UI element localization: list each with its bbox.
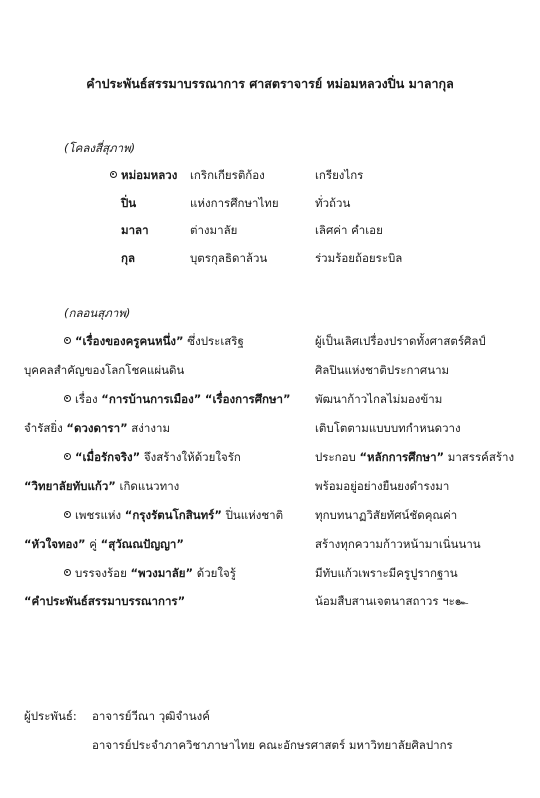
- section-label-klon: (กลอนสุภาพ): [64, 306, 131, 320]
- verse-right: ศิลปินแห่งชาติประกาศนาม: [315, 363, 450, 377]
- verse-left: “เรื่องของครูคนหนึ่ง” ซึ่งประเสริฐ: [64, 333, 244, 349]
- verse-left: บรรจงร้อย “พวงมาลัย” ด้วยใจรู้: [64, 565, 236, 581]
- verse-left: บุคคลสำคัญของโลกโชคแผ่นดิน: [24, 363, 185, 377]
- verse-left: เพชรแห่ง “กรุงรัตนโกสินทร์” ปิ่นแห่งชาติ: [64, 507, 283, 523]
- verse-left: จำรัสยิ่ง “ดวงดารา” สง่างาม: [24, 421, 171, 435]
- stanza-row-key: กุล: [121, 251, 136, 265]
- verse-right: เติบโตตามแบบบทกำหนดวาง: [315, 421, 461, 435]
- verse-left: “เมื่อรักจริง” จึงสร้างให้ด้วยใจรัก: [64, 449, 241, 465]
- verse-right: มีทับแก้วเพราะมีครูปูรากฐาน: [315, 566, 458, 580]
- stanza-marker-icon: [64, 337, 71, 344]
- verse-right: พัฒนาก้าวไกลไม่มองข้าม: [315, 392, 443, 406]
- verse-left: “คำประพันธ์สรรมาบรรณาการ”: [24, 594, 186, 608]
- stanza-marker-icon: [110, 171, 117, 178]
- verse-right: ประกอบ “หลักการศึกษา” มาสรรค์สร้าง: [315, 450, 515, 464]
- author-name: อาจารย์วีณา วุฒิจำนงค์: [92, 709, 210, 723]
- stanza-row-key: ปิ่น: [121, 196, 137, 210]
- verse-right: น้อมสืบสานเจตนาสถาวร ฯะ๛: [315, 594, 469, 608]
- verse-right: ทุกบทนาฏวิสัยทัศน์ชัดคุณค่า: [315, 508, 458, 522]
- stanza-row-key: มาลา: [121, 223, 149, 237]
- verse-left: “หัวใจทอง” คู่ “สุวัณณปัญญา”: [24, 537, 184, 551]
- stanza-row-end: เกรียงไกร: [315, 168, 364, 182]
- stanza-row-end: ร่วมร้อยถ้อยระบิล: [315, 251, 403, 265]
- stanza-row-end: เลิศค่า คำเอย: [315, 223, 383, 237]
- verse-right: ผู้เป็นเลิศเปรื่องปราดทั้งศาสตร์ศิลป์: [315, 334, 486, 348]
- stanza-row-end: ทั่วถ้วน: [315, 196, 351, 210]
- stanza-marker-icon: [64, 453, 71, 460]
- section-label-khlong: (โคลงสี่สุภาพ): [64, 141, 136, 155]
- stanza-marker-icon: [64, 569, 71, 576]
- page-title: คำประพันธ์สรรมาบรรณาการ ศาสตราจารย์ หม่อมหลวงปิ่น มาลากุล: [86, 76, 454, 91]
- stanza-row-middle: ต่างมาลัย: [190, 223, 238, 237]
- author-label: ผู้ประพันธ์:: [24, 709, 77, 723]
- stanza-row-middle: บุตรกุลธิดาล้วน: [190, 251, 268, 265]
- verse-left: “วิทยาลัยทับแก้ว” เกิดแนวทาง: [24, 479, 180, 493]
- verse-right: สร้างทุกความก้าวหน้ามาเนิ่นนาน: [315, 537, 481, 551]
- stanza-marker-icon: [64, 395, 71, 402]
- author-position: อาจารย์ประจำภาควิชาภาษาไทย คณะอักษรศาสตร์ มหาวิทยาลัยศิลปากร: [92, 738, 453, 752]
- stanza-row-middle: แห่งการศึกษาไทย: [190, 196, 279, 210]
- verse-right: พร้อมอยู่อย่างยืนยงดำรงมา: [315, 479, 450, 493]
- stanza-row-middle: เกริกเกียรติก้อง: [190, 168, 265, 182]
- stanza-marker-icon: [64, 511, 71, 518]
- stanza-row-key: หม่อมหลวง: [110, 167, 177, 183]
- verse-left: เรื่อง “การบ้านการเมือง” “เรื่องการศึกษา”: [64, 391, 291, 407]
